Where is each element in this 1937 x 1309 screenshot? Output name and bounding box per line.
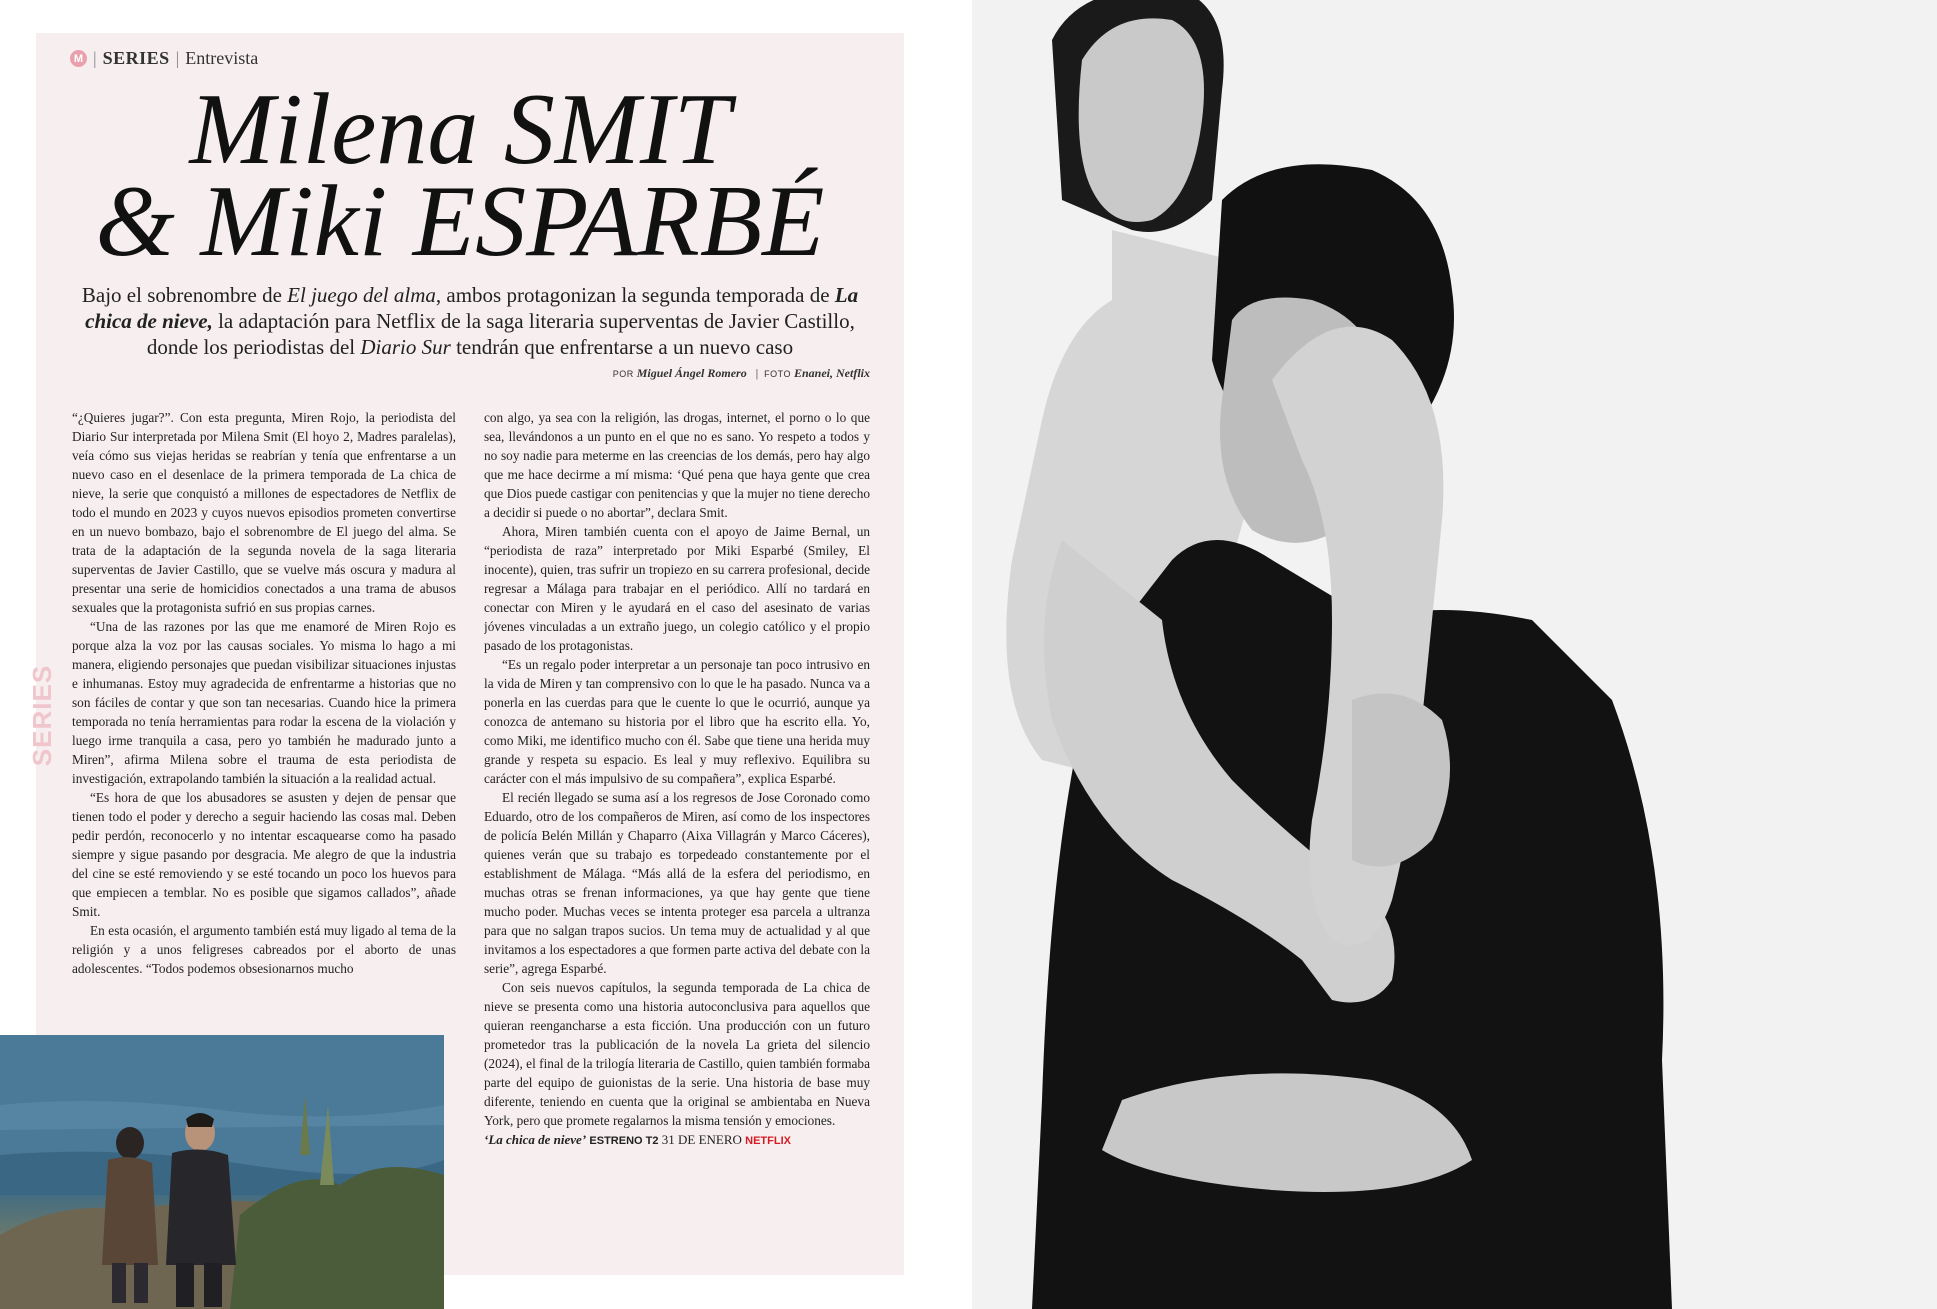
paragraph: El recién llegado se suma así a los regresos de Jose Coronado como Eduardo, otro de los compañeros de Miren, así como de los inspectores de policía Belén Millán y Chaparro (Aixa Villagrán y Marco Cáceres), quienes verán que su trabajo es torpedeado constantemente por el establishment de Málaga. “Más allá de la esfera del periodismo, en muchas otras se frenan informaciones, ya que hay gente que tiene mucho poder. Muchas veces se intenta proteger esa parcela a ultranza para que no salgan trapos sucios. Un tema muy de actualidad y al que invitamos a los espectadores a que formen parte activa del debate con la serie”, agrega Esparbé.: [484, 790, 870, 976]
byline-author: Miguel Ángel Romero: [636, 366, 747, 380]
headline-line-2: & Miki ESPARBÉ: [95, 165, 825, 278]
deck-text-1: Bajo el sobrenombre de: [81, 283, 288, 307]
release-date: 31 DE ENERO: [661, 1132, 742, 1147]
deck-paragraph: [60, 282, 880, 360]
section-kicker: [70, 48, 258, 69]
article-column-1: [72, 408, 456, 1020]
byline: [60, 366, 870, 381]
paragraph: con algo, ya sea con la religión, las drogas, internet, el porno o lo que sea, llevándonos a un punto en el que no es sano. Yo respeto a todos y no soy nadie para meterme en las creencias de los demás, pero hay algo que me hace decirme a mí misma: ‘Qué pena que haya gente que crea que Dios puede castigar con penitencias y que la mujer no tiene derecho a decidir si puede o no abortar”, declara Smit.: [484, 410, 870, 520]
headline-line-1: Milena SMIT: [189, 73, 731, 186]
section-name: SERIES: [102, 48, 170, 68]
magazine-logo-icon: M: [70, 50, 87, 67]
netflix-logo: NETFLIX: [745, 1135, 791, 1147]
paragraph: En esta ocasión, el argumento también está muy ligado al tema de la religión y a unos feligreses cabreados por el aborto de unas adolescentes. “Todos podemos obsesionarnos mucho: [72, 923, 456, 976]
byline-foto-label: FOTO: [764, 369, 791, 379]
deck-bold: La chica de nieve,: [85, 283, 859, 333]
deck-text-3: la adaptación para Netflix de la saga literaria superventas de Javier Castillo, donde los periodistas del: [146, 309, 855, 359]
paragraph: “Es un regalo poder interpretar a un personaje tan poco intrusivo en la vida de Miren y tan comprensivo con lo que le ha pasado. Nunca va a ponerla en las cuerdas para que le cuente lo que le ocurrió, aunque ya conozca de antemano su historia por el libro que ha escrito ella. Yo, como Miki, me identifico mucho con él. Sabe que tiene una herida muy grande y respeta su espacio. Es leal y muy reflexivo. Equilibra su carácter con el más impulsivo de su compañera”, explica Esparbé.: [484, 657, 870, 786]
deck-text-4: tendrán que enfrentarse a un nuevo caso: [450, 335, 794, 359]
estreno-label: ESTRENO T2: [589, 1135, 659, 1147]
deck-italic-1: El juego del alma: [287, 283, 436, 307]
kicker-separator-2: |: [175, 48, 180, 68]
byline-por-label: POR: [612, 369, 634, 379]
deck-italic-2: Diario Sur: [360, 335, 451, 359]
still-photo-illustration: [0, 1035, 444, 1309]
deck-text-2: , ambos protagonizan la segunda temporada de: [435, 283, 835, 307]
article-column-2: [484, 408, 870, 1238]
byline-separator: |: [755, 366, 759, 380]
show-title: ‘La chica de nieve’: [484, 1132, 587, 1147]
release-info: [484, 1130, 870, 1151]
paragraph: “Es hora de que los abusadores se asusten y dejen de pensar que tienen todo el poder y derecho a seguir haciendo las cosas mal. Deben pedir perdón, reconocerlo y no intentar escaquearse como ha pasado siempre y sigue pasando por desgracia. Me alegro de que la industria del cine se esté removiendo y se esté tocando un poco los huevos para que empiecen a temblar. No es posible que sigamos callados”, añade Smit.: [72, 790, 456, 919]
still-photo-coast: [0, 1035, 444, 1309]
side-section-label: SERIES: [27, 664, 58, 767]
kicker-separator: |: [93, 48, 97, 68]
byline-photographer: Enanei, Netflix: [793, 366, 870, 380]
portrait-illustration: [972, 0, 1937, 1309]
subsection-name: Entrevista: [185, 48, 259, 68]
portrait-photo: [972, 0, 1937, 1309]
paragraph: Con seis nuevos capítulos, la segunda temporada de La chica de nieve se presenta como una historia autoconclusiva para aquellos que quieran reengancharse a esta ficción. Una producción con un futuro prometedor tras la publicación de la novela La grieta del silencio (2024), el final de la trilogía literaria de Castillo, quien también formaba parte del equipo de guionistas de la serie. Una historia de base muy diferente, teniendo en cuenta que la original se ambientaba en Nueva York, pero que promete regalarnos la misma tensión y emociones.: [484, 980, 870, 1128]
paragraph: “Una de las razones por las que me enamoré de Miren Rojo es porque alza la voz por las causas sociales. Yo misma lo hago a mi manera, eligiendo personajes que puedan visibilizar situaciones injustas e inhumanas. Estoy muy agradecida de enfrentarme a historias que no son fáciles de contar y que son tan necesarias. Cuando hice la primera temporada no tenía herramientas para rodar la escena de la violación y luego irme tranquila a casa, pero yo también he madurado junto a Miren”, afirma Milena sobre el trauma de esta periodista de investigación, extrapolando también la situación a la realidad actual.: [72, 619, 456, 786]
paragraph: Ahora, Miren también cuenta con el apoyo de Jaime Bernal, un “periodista de raza” interpretado por Miki Esparbé (Smiley, El inocente), quien, tras sufrir un tropiezo en su carrera profesional, decide regresar a Málaga para trabajar en el periódico. Allí no tardará en conectar con Miren y le ayudará en el caso del asesinato de varias jóvenes vinculadas a un extraño juego, un colegio católico y el propio pasado de los protagonistas.: [484, 524, 870, 653]
paragraph: “¿Quieres jugar?”. Con esta pregunta, Miren Rojo, la periodista del Diario Sur interpretada por Milena Smit (El hoyo 2, Madres paralelas), veía cómo sus viejas heridas se reabrían y tenía que enfrentarse a un nuevo caso en el desenlace de la primera temporada de La chica de nieve, la serie que conquistó a millones de espectadores de Netflix de todo el mundo en 2023 y cuyos nuevos episodios prometen convertirse en un nuevo bombazo, bajo el sobrenombre de El juego del alma. Se trata de la adaptación de la segunda novela de la saga literaria superventas de Javier Castillo, que se vuelve más oscura y madura al presentar una serie de homicidios conectados a una trama de abusos sexuales que la protagonista sufrió en sus propias carnes.: [72, 410, 456, 615]
